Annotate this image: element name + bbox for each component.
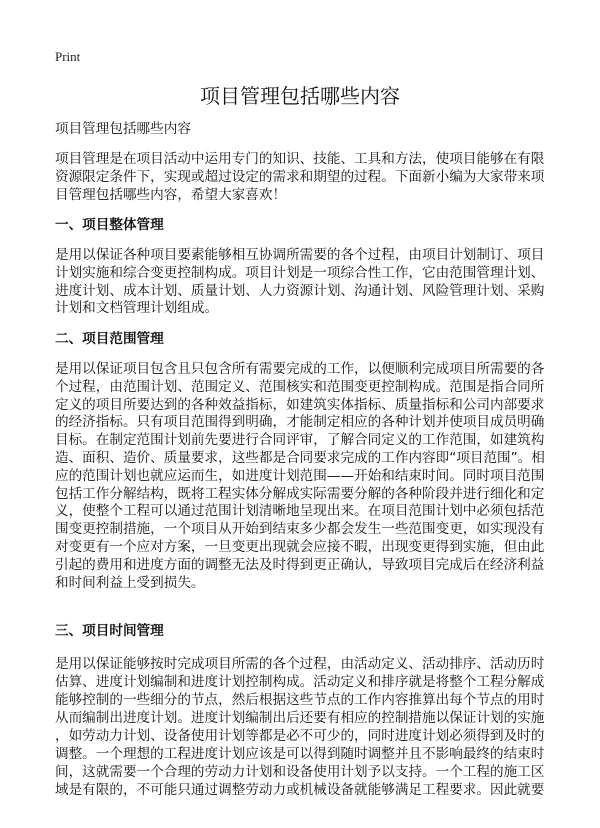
heading-text: 三、项目时间管理 (55, 623, 164, 639)
text-line: 造、面积、造价、质量要求，这些都是合同要求完成的工作内容即“项目范围”。相 (55, 449, 545, 466)
section-heading (55, 623, 555, 641)
text-line: 计划和文档管理计划组成。 (55, 300, 219, 317)
text-line: 是用以保证能够按时完成项目所需的各个过程，由活动定义、活动排序、活动历时 (55, 656, 545, 672)
text-line: 引起的费用和进度方面的调整无法及时得到更正确认，导致项目完成后在经济利益 (55, 556, 545, 573)
heading-text: 二、项目范围管理 (55, 331, 164, 347)
text-line: 域是有限的，不可能只通过调整劳动力或机械设备就能够满足工程要求。因此就要 (55, 782, 545, 798)
text-line: 应的范围计划也就应运而生，如进度计划范围——开始和结束时间。同时项目范围 (55, 467, 545, 484)
text-line: 对变更有一个应对方案，一旦变更出现就会应接不暇，出现变更得到实施，但由此 (55, 538, 545, 555)
text-line: 项目管理是在项目活动中运用专门的知识、技能、工具和方法，使项目能够在有限 (55, 151, 545, 167)
text-line: 围变更控制措施，一个项目从开始到结束多少都会发生一些范围变更，如实现没有 (55, 521, 545, 538)
text-line: 个过程，由范围计划、范围定义、范围核实和范围变更控制构成。范围是指合同所 (55, 378, 545, 395)
page-title: 项目管理包括哪些内容 (200, 84, 400, 108)
section-paragraph (55, 247, 555, 318)
intro-paragraph (55, 151, 555, 204)
text-line: ，如劳动力计划、设备使用计划等都是必不可少的，同时进度计划必须得到及时的 (55, 728, 545, 744)
text-line: 义，使整个工程可以通过范围计划清晰地呈现出来。在项目范围计划中必须包括范 (55, 503, 545, 520)
text-line: 估算、进度计划编制和进度计划控制构成。活动定义和排序就是将整个工程分解成 (55, 674, 545, 690)
text-line: 目标。在制定范围计划前先要进行合同评审，了解合同定义的工作范围，如建筑构 (55, 432, 545, 449)
text-line: 是用以保证各种项目要素能够相互协调所需要的各个过程，由项目计划制订、项目 (55, 247, 545, 263)
text-line: 进度计划、成本计划、质量计划、人力资源计划、沟通计划、风险管理计划、采购 (55, 282, 545, 299)
text-line: 调整。一个理想的工程进度计划应该是可以得到随时调整并且不影响最终的结束时 (55, 746, 545, 762)
text-line: 是用以保证项目包含且只包含所有需要完成的工作，以便顺利完成项目所需要的各 (55, 361, 545, 377)
print-link[interactable]: Print (55, 49, 81, 64)
section-paragraph (55, 361, 555, 592)
text-line: 从而编制出进度计划。进度计划编制出后还要有相应的控制措施以保证计划的实施 (55, 710, 545, 726)
section-paragraph (55, 655, 555, 799)
heading-text: 一、项目整体管理 (55, 217, 164, 233)
subtitle-text: 项目管理包括哪些内容 (55, 121, 191, 137)
section-heading (55, 217, 555, 235)
text-line: 和时间利益上受到损失。 (55, 574, 205, 591)
section-heading (55, 331, 555, 349)
text-line: 的经济指标。只有项目范围得到明确，才能制定相应的各种计划并使项目成员明确 (55, 414, 545, 431)
text-line: 目管理包括哪些内容，希望大家喜欢！ (55, 186, 287, 203)
text-line: 间，这就需要一个合理的劳动力计划和设备使用计划予以支持。一个工程的施工区 (55, 764, 545, 780)
text-line: 计划实施和综合变更控制构成。项目计划是一项综合性工作，它由范围管理计划、 (55, 264, 545, 281)
text-line: 定义的项目所要达到的各种效益指标，如建筑实体指标、质量指标和公司内部要求 (55, 396, 545, 413)
subtitle (55, 121, 555, 139)
text-line: 包括工作分解结构，既将工程实体分解成实际需要分解的各种阶段并进行细化和定 (55, 485, 545, 502)
text-line: 资源限定条件下，实现或超过设定的需求和期望的过程。下面新小编为大家带来项 (55, 168, 545, 185)
text-line: 能够控制的一些细分的节点，然后根据这些节点的工作内容推算出每个节点的用时 (55, 692, 545, 708)
